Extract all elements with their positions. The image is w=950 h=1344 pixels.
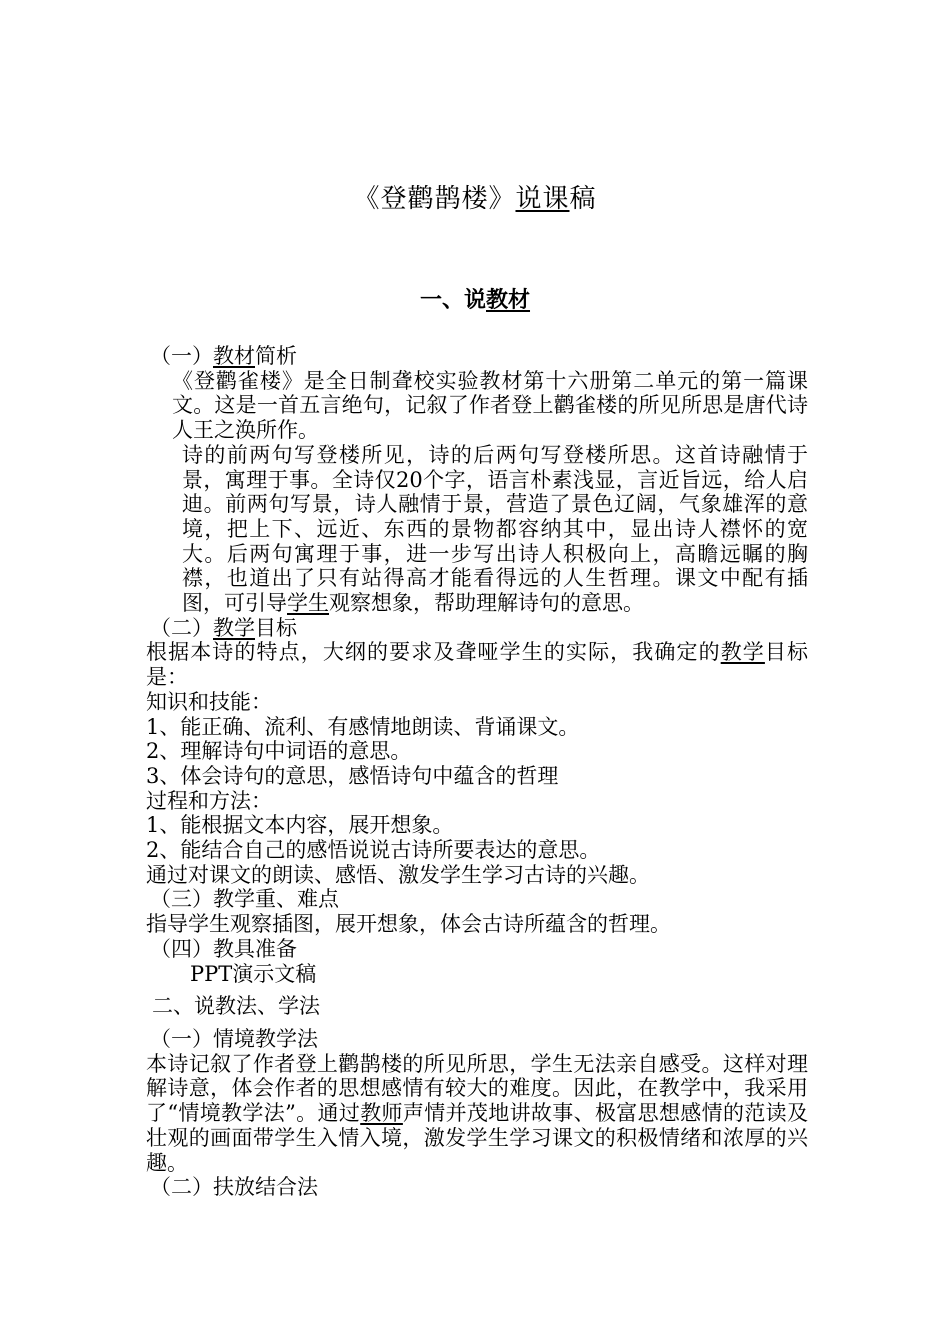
objective-line: 2、能结合自己的感悟说说古诗所要表达的意思。	[146, 838, 601, 863]
paragraph-objectives-intro	[146, 640, 808, 689]
objectives-intro-text: 根据本诗的特点，大纲的要求及聋哑学生的实际，我确定的	[146, 640, 721, 665]
situational-method-text: 本诗记叙了作者登上鹳鹊楼的所见所思，学生无法亲自感受。这样对理解诗意，体会作者的思想感情有较大的难度。因此，在教学中，我采用了“情境教学法”。通过	[146, 1051, 808, 1126]
paragraph-analysis-text: 诗的前两句写登楼所见，诗的后两句写登楼所思。这首诗融情于景，寓理于事。全诗仅20个字，语言朴素浅显，言近旨远，给人启迪。前两句写景，诗人融情于景，营造了景色辽阔，气象雄浑的意境，把上下、远近、东西的景物都容纳其中，显出诗人襟怀的宽大。后两句寓理于事，进一步写出诗人积极向上，高瞻远瞩的胸襟，也道出了只有站得高才能看得远的人生哲理。课文中配有插图，可引导	[182, 442, 808, 616]
subheading-1-1-rest: 简析	[255, 344, 297, 368]
subheading-1-1	[146, 344, 808, 369]
paragraph-key-points: 指导学生观察插图，展开想象，体会古诗所蕴含的哲理。	[146, 912, 671, 937]
subheading-2-2: （二）扶放结合法	[150, 1175, 318, 1200]
document-body	[146, 344, 808, 1200]
subheading-1-2-rest: 目标	[255, 615, 297, 640]
paragraph-analysis-underlined: 学生	[287, 591, 329, 616]
objective-line: 2、理解诗句中词语的意思。	[146, 739, 412, 764]
subheading-1-2	[146, 616, 808, 641]
section-1-underlined: 教材	[486, 288, 531, 313]
paragraph-intro: 《登鹳雀楼》是全日制聋校实验教材第十六册第二单元的第一篇课文。这是一首五言绝句，记叙了作者登上鹳雀楼的所见所思是唐代诗人王之涣所作。	[172, 368, 808, 443]
objectives-intro-underlined: 教学	[720, 640, 765, 665]
subheading-1-1-prefix: （一）	[150, 344, 213, 368]
subheading-2-1: （一）情境教学法	[150, 1026, 318, 1051]
paragraph-analysis-text-end: 观察想象，帮助理解诗句的意思。	[329, 591, 644, 616]
objective-line: 通过对课文的朗读、感悟、激发学生学习古诗的兴趣。	[146, 862, 650, 887]
section-2-heading: 二、说教法、学法	[152, 994, 320, 1019]
page-title	[0, 178, 950, 215]
subheading-1-3: （三）教学重、难点	[150, 887, 339, 912]
subheading-1-2-underlined: 教学	[213, 615, 255, 640]
section-1-prefix: 一、说	[419, 288, 486, 313]
situational-method-underlined: 教师	[360, 1101, 403, 1126]
subheading-1-2-prefix: （二）	[150, 615, 213, 640]
paragraph-teaching-aids: PPT演示文稿	[190, 961, 317, 986]
objective-line: 3、体会诗句的意思，感悟诗句中蕴含的哲理	[146, 763, 559, 788]
subheading-1-1-underlined: 教材	[213, 344, 255, 368]
title-text: 《登鹳鹊楼》	[353, 184, 516, 214]
objective-line: 1、能根据文本内容，展开想象。	[146, 813, 454, 838]
subheading-1-4: （四）教具准备	[150, 936, 297, 961]
section-1-heading	[0, 283, 950, 314]
paragraph-analysis	[146, 443, 808, 616]
objective-line: 1、能正确、流利、有感情地朗读、背诵课文。	[146, 714, 580, 739]
objective-line: 知识和技能：	[146, 689, 272, 714]
objective-line: 过程和方法：	[146, 788, 272, 813]
situational-method-text-end: 声情并茂地讲故事、极富思想感情的范读及壮观的画面带学生入情入境，激发学生学习课文的积极情绪和浓厚的兴趣。	[146, 1101, 808, 1175]
title-underlined-text: 说课	[515, 184, 570, 214]
paragraph-situational-method	[146, 1052, 808, 1176]
objectives-intro-text-end: 目标是：	[146, 640, 809, 690]
title-suffix: 稿	[569, 184, 597, 214]
